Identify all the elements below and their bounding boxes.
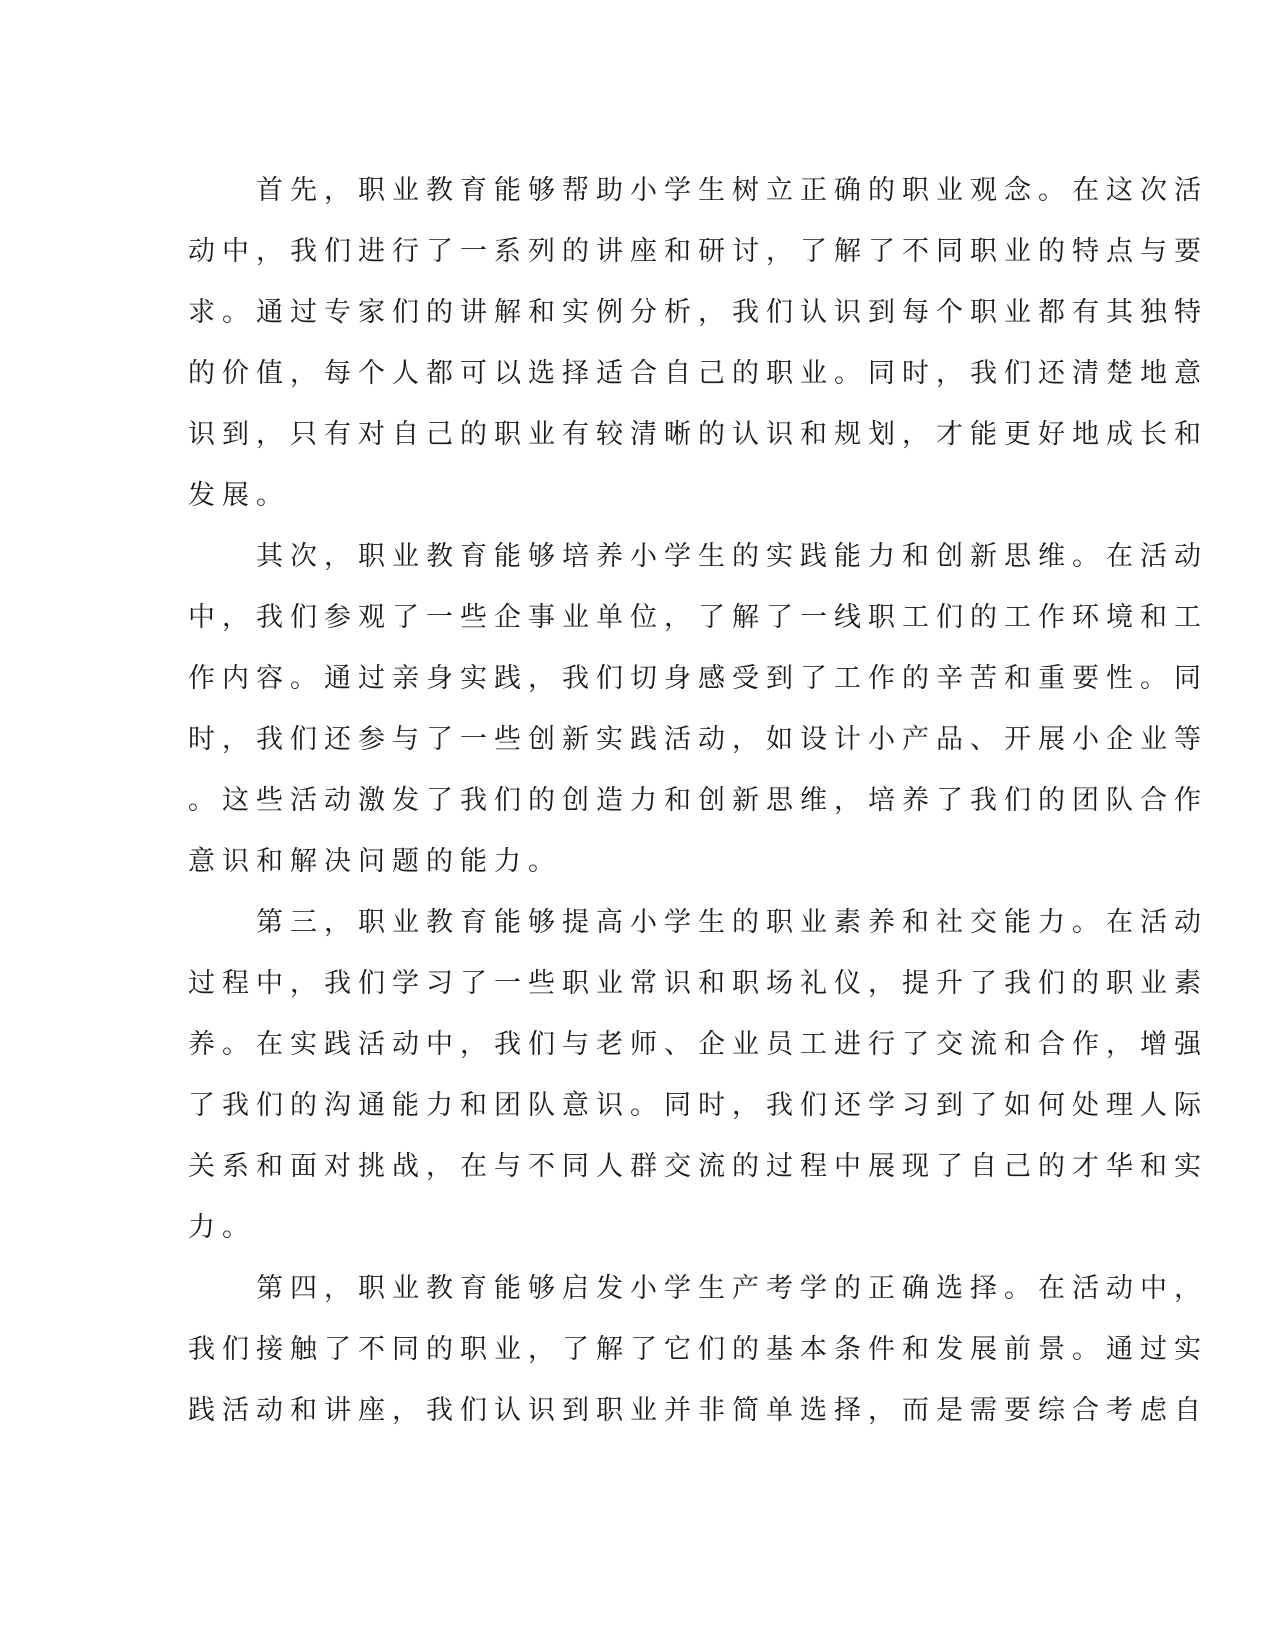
paragraph-line: 养。在实践活动中，我们与老师、企业员工进行了交流和合作，增强 (188, 1029, 1208, 1060)
paragraph-line: 我们接触了不同的职业，了解了它们的基本条件和发展前景。通过实 (188, 1334, 1208, 1365)
paragraph-line: 第三，职业教育能够提高小学生的职业素养和社交能力。在活动 (256, 907, 1208, 938)
paragraph-1 (188, 160, 1208, 526)
paragraph-line: 时，我们还参与了一些创新实践活动，如设计小产品、开展小企业等 (188, 724, 1208, 755)
paragraph-3 (188, 892, 1208, 1258)
paragraph-line: 的价值，每个人都可以选择适合自己的职业。同时，我们还清楚地意 (188, 358, 1208, 389)
paragraph-line: 作内容。通过亲身实践，我们切身感受到了工作的辛苦和重要性。同 (188, 663, 1208, 694)
paragraph-line: 意识和解决问题的能力。 (188, 846, 562, 877)
paragraph-line: 求。通过专家们的讲解和实例分析，我们认识到每个职业都有其独特 (188, 297, 1208, 328)
paragraph-line: 首先，职业教育能够帮助小学生树立正确的职业观念。在这次活 (256, 175, 1208, 206)
paragraph-line: 其次，职业教育能够培养小学生的实践能力和创新思维。在活动 (256, 541, 1208, 572)
paragraph-2 (188, 526, 1208, 892)
paragraph-line: 动中，我们进行了一系列的讲座和研讨，了解了不同职业的特点与要 (188, 236, 1208, 267)
paragraph-line: 践活动和讲座，我们认识到职业并非简单选择，而是需要综合考虑自 (188, 1395, 1208, 1426)
paragraph-line: 关系和面对挑战，在与不同人群交流的过程中展现了自己的才华和实 (188, 1151, 1208, 1182)
paragraph-line: 过程中，我们学习了一些职业常识和职场礼仪，提升了我们的职业素 (188, 968, 1208, 999)
paragraph-line: 第四，职业教育能够启发小学生产考学的正确选择。在活动中， (256, 1273, 1208, 1304)
paragraph-line: 发展。 (188, 480, 290, 511)
document-body (188, 160, 1208, 1441)
paragraph-line: 力。 (188, 1212, 256, 1243)
paragraph-line: 中，我们参观了一些企事业单位，了解了一线职工们的工作环境和工 (188, 602, 1208, 633)
paragraph-line: 识到，只有对自己的职业有较清晰的认识和规划，才能更好地成长和 (188, 419, 1208, 450)
paragraph-line: 了我们的沟通能力和团队意识。同时，我们还学习到了如何处理人际 (188, 1090, 1208, 1121)
paragraph-4 (188, 1258, 1208, 1441)
paragraph-line: 。这些活动激发了我们的创造力和创新思维，培养了我们的团队合作 (188, 785, 1208, 816)
